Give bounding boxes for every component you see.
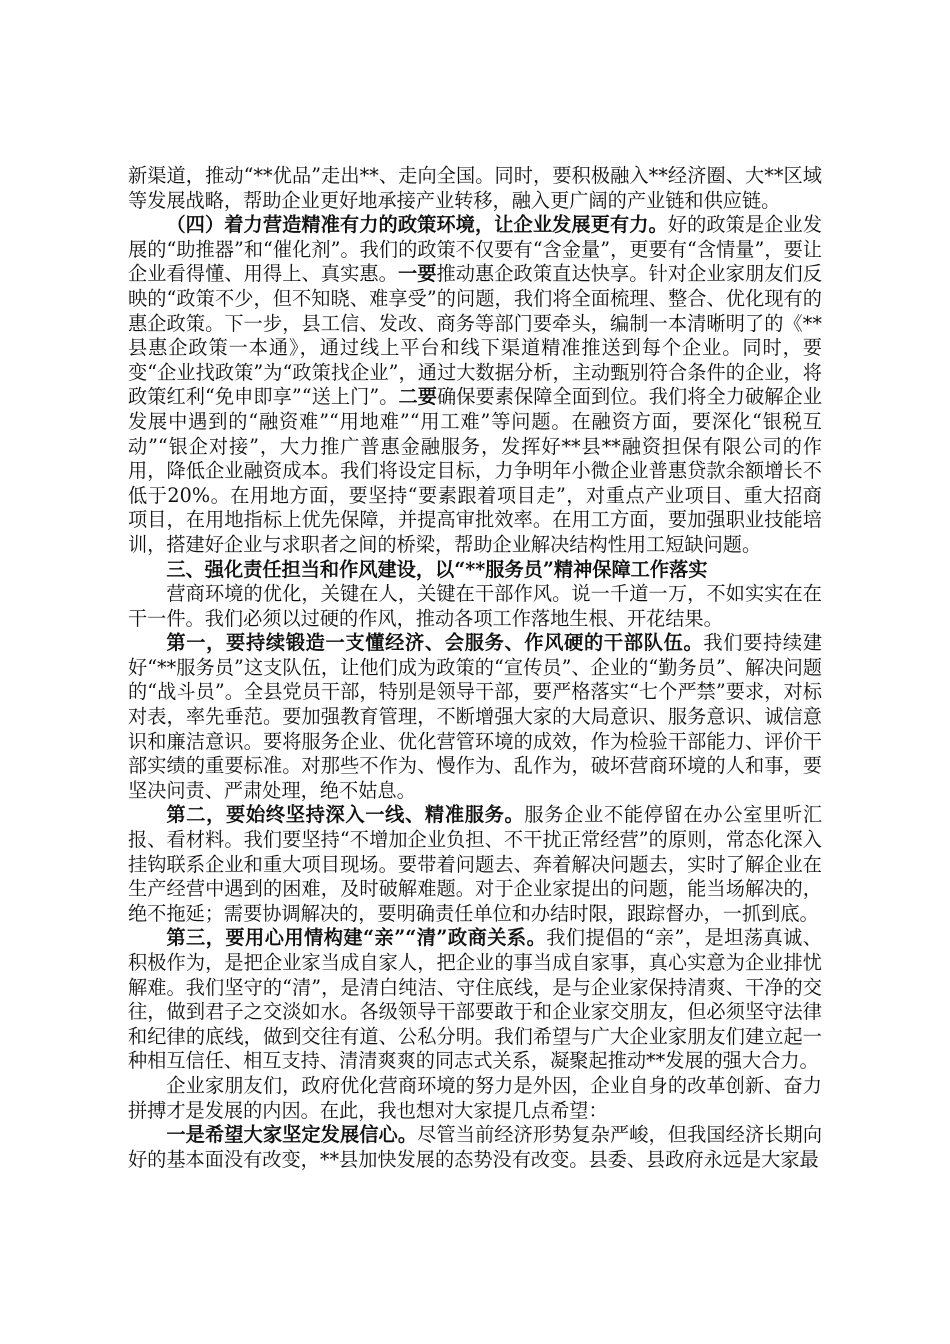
paragraph bbox=[128, 558, 822, 583]
paragraph bbox=[128, 631, 822, 803]
text-run: 新渠道，推动“**优品”走出**、走向全国。同时，要积极融入**经济圈、大**区域等发展战略，帮助企业更好地承接产业转移，融入更广阔的产业链和供应链。 bbox=[128, 164, 822, 212]
bold-text-run: 一要 bbox=[397, 262, 437, 286]
text-run: 尽管当前经济形势复杂严峻，但我国经济长期向好的基本面没有改变，**县加快发展的态势没有改变。县委、县政府永远是大家最 bbox=[128, 1123, 823, 1171]
paragraph bbox=[128, 926, 822, 1074]
bold-text-run: 第一，要持续锻造一支懂经济、会服务、作风硬的干部队伍。 bbox=[166, 631, 704, 655]
text-run: 服务企业不能停留在办公室里听汇报、看材料。我们要坚持“不增加企业负担、不干扰正常经营”的原则，常态化深入挂钩联系企业和重大项目现场。要带着问题去、奔着解决问题去，实时了解企业在生产经营中遇到的困难，及时破解难题。对于企业家提出的问题，能当场解决的，绝不拖延；需要协调解决的，要明确责任单位和办结时限，跟踪督办，一抓到底。 bbox=[128, 803, 823, 925]
paragraph bbox=[128, 1074, 822, 1123]
text-run: 推动惠企政策直达快享。针对企业家朋友们反映的“政策不少，但不知晓、难享受”的问题，我们将全面梳理、整合、优化现有的惠企政策。下一步，县工信、发改、商务等部门要牵头，编制一本清晰明了的《**县惠企政策一本通》，通过线上平台和线下渠道精准推送到每个企业。同时，要变“企业找政策”为“政策找企业”，通过大数据分析，主动甄别符合条件的企业，将政策红利“免申即享”“送上门”。 bbox=[128, 262, 823, 409]
bold-text-run: 三、强化责任担当和作风建设，以“**服务员”精神保障工作落实 bbox=[166, 557, 708, 581]
text-run: 我们提倡的“亲”，是坦荡真诚、积极作为，是把企业家当成自家人，把企业的事当成自家事，真心实意为企业排忧解难。我们坚守的“清”，是清白纯洁、守住底线，是与企业家保持清爽、干净的交往，做到君子之交淡如水。各级领导干部要敢于和企业家交朋友，但必须坚守法律和纪律的底线，做到交往有道、公私分明。我们希望与广大企业家朋友们建立起一种相互信任、相互支持、清清爽爽的同志式关系，凝聚起推动**发展的强大合力。 bbox=[128, 926, 822, 1073]
paragraph bbox=[128, 213, 822, 557]
text-run: 确保要素保障全面到位。我们将全力破解企业发展中遇到的“融资难”“用地难”“用工难”等问题。在融资方面，要深化“银税互动”“银企对接”，大力推广普惠金融服务，发挥好**县**融资担保有限公司的作用，降低企业融资成本。我们将设定目标，力争明年小微企业普惠贷款余额增长不低于20%。在用地方面，要坚持“要素跟着项目走”，对重点产业项目、重大招商项目，在用地指标上优先保障，并提高审批效率。在用工方面，要加强职业技能培训，搭建好企业与求职者之间的桥梁，帮助企业解决结构性用工短缺问题。 bbox=[128, 385, 823, 556]
bold-text-run: 一是希望大家坚定发展信心。 bbox=[166, 1123, 418, 1147]
text-run: 好的政策是企业发展的“助推器”和“催化剂”。我们的政策不仅要有“含金量”，更要有“含情量”，要让企业看得懂、用得上、真实惠。 bbox=[128, 213, 823, 286]
text-run: 企业家朋友们，政府优化营商环境的努力是外因，企业自身的改革创新、奋力拼搏才是发展的内因。在此，我也想对大家提几点希望： bbox=[128, 1073, 822, 1122]
bold-text-run: 第二，要始终坚持深入一线、精准服务。 bbox=[166, 803, 525, 827]
paragraph bbox=[128, 164, 822, 213]
bold-text-run: 第三，要用心用情构建“亲”“清”政商关系。 bbox=[166, 926, 547, 950]
bold-text-run: （四）着力营造精准有力的政策环境，让企业发展更有力。 bbox=[166, 213, 668, 237]
text-run: 我们要持续建好“**服务员”这支队伍，让他们成为政策的“宣传员”、企业的“勤务员”、解决问题的“战斗员”。全县党员干部，特别是领导干部，要严格落实“七个严禁”要求，对标对表，率先垂范。要加强教育管理，不断增强大家的大局意识、服务意识、诚信意识和廉洁意识。要将服务企业、优化营管环境的成效，作为检验干部能力、评价干部实绩的重要标准。对那些不作为、慢作为、乱作为，破坏营商环境的人和事，要坚决问责、严肃处理，绝不姑息。 bbox=[128, 631, 823, 802]
text-run: 营商环境的优化，关键在人，关键在干部作风。说一千道一万，不如实实在在干一件。我们必须以过硬的作风，推动各项工作落地生根、开花结果。 bbox=[128, 582, 822, 630]
document-body bbox=[128, 164, 822, 1172]
paragraph bbox=[128, 582, 822, 631]
bold-text-run: 二要 bbox=[398, 385, 437, 409]
paragraph bbox=[128, 803, 822, 926]
paragraph bbox=[128, 1123, 822, 1172]
